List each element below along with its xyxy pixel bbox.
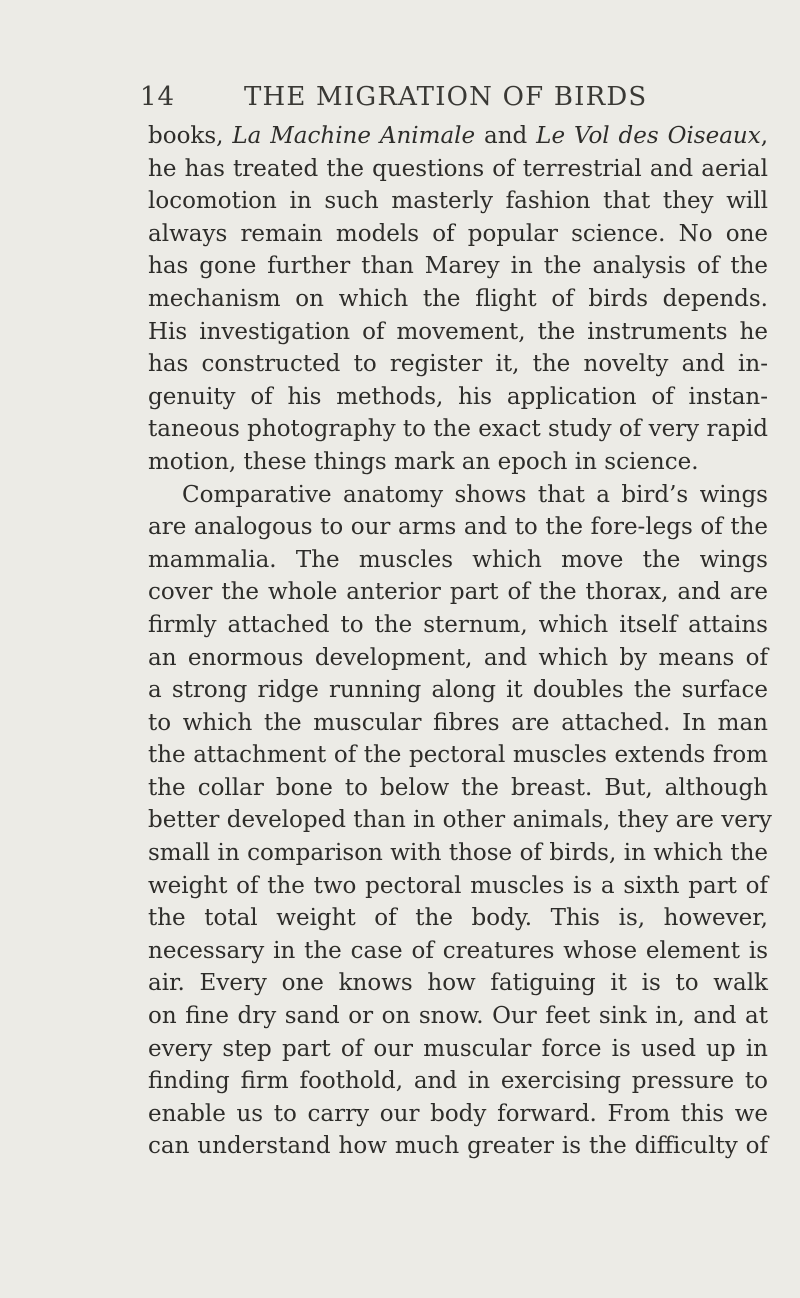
text-line: can understand how much greater is the difficulty of: [148, 1133, 768, 1160]
text-line: necessary in the case of creatures whose element is: [148, 937, 768, 964]
text-line: mechanism on which the flight of birds depends.: [148, 285, 768, 312]
text-line: he has treated the questions of terrestrial and aerial: [148, 155, 768, 182]
text-line: always remain models of popular science. No one: [148, 220, 768, 247]
text-line: enable us to carry our body forward. From this we: [148, 1100, 768, 1127]
running-head: [140, 82, 700, 122]
body-text: [148, 120, 772, 1163]
text-line: on fine dry sand or on snow. Our feet sink in, and at: [148, 1003, 768, 1030]
text-line: cover the whole anterior part of the thorax, and are: [148, 579, 768, 606]
page-number: 14: [140, 82, 176, 112]
paragraph-start-line: Comparative anatomy shows that a bird’s wings: [182, 481, 768, 508]
text-line: weight of the two pectoral muscles is a sixth part of: [148, 872, 768, 899]
text-line: His investigation of movement, the instruments he: [148, 318, 768, 345]
text-line: the total weight of the body. This is, however,: [148, 905, 768, 932]
text-line: an enormous development, and which by means of: [148, 644, 768, 671]
line-text: and: [475, 123, 537, 149]
book-title-italic: La Machine Animale: [232, 123, 476, 149]
text-line: the collar bone to below the breast. But, although: [148, 774, 768, 801]
text-line: a strong ridge running along it doubles the surface: [148, 677, 768, 704]
text-line: air. Every one knows how fatiguing it is to walk: [148, 970, 768, 997]
text-line: better developed than in other animals, they are very: [148, 807, 772, 834]
line-text: books,: [148, 123, 233, 149]
text-line: finding firm foothold, and in exercising pressure to: [148, 1068, 768, 1095]
text-line: firmly attached to the sternum, which itself attains: [148, 611, 768, 638]
text-line: every step part of our muscular force is used up in: [148, 1035, 768, 1062]
text-line: mammalia. The muscles which move the wings: [148, 546, 768, 573]
running-title: THE MIGRATION OF BIRDS: [244, 82, 648, 112]
text-line: to which the muscular fibres are attached. In man: [148, 709, 768, 736]
text-line: are analogous to our arms and to the fore-legs of the: [148, 514, 768, 541]
text-line: motion, these things mark an epoch in science.: [148, 448, 699, 475]
text-line: locomotion in such masterly fashion that they will: [148, 188, 768, 215]
line-text: ,: [760, 123, 768, 149]
text-line: taneous photography to the exact study of very rapid: [148, 416, 768, 443]
text-line: small in comparison with those of birds, in which the: [148, 840, 768, 867]
text-line: the attachment of the pectoral muscles extends from: [148, 742, 768, 769]
text-line: has gone further than Marey in the analysis of the: [148, 253, 768, 280]
book-title-italic: Le Vol des Oiseaux: [536, 123, 761, 149]
text-line: [148, 120, 768, 153]
text-line: has constructed to register it, the novelty and in-: [148, 351, 768, 378]
text-line: genuity of his methods, his application of instan-: [148, 383, 768, 410]
